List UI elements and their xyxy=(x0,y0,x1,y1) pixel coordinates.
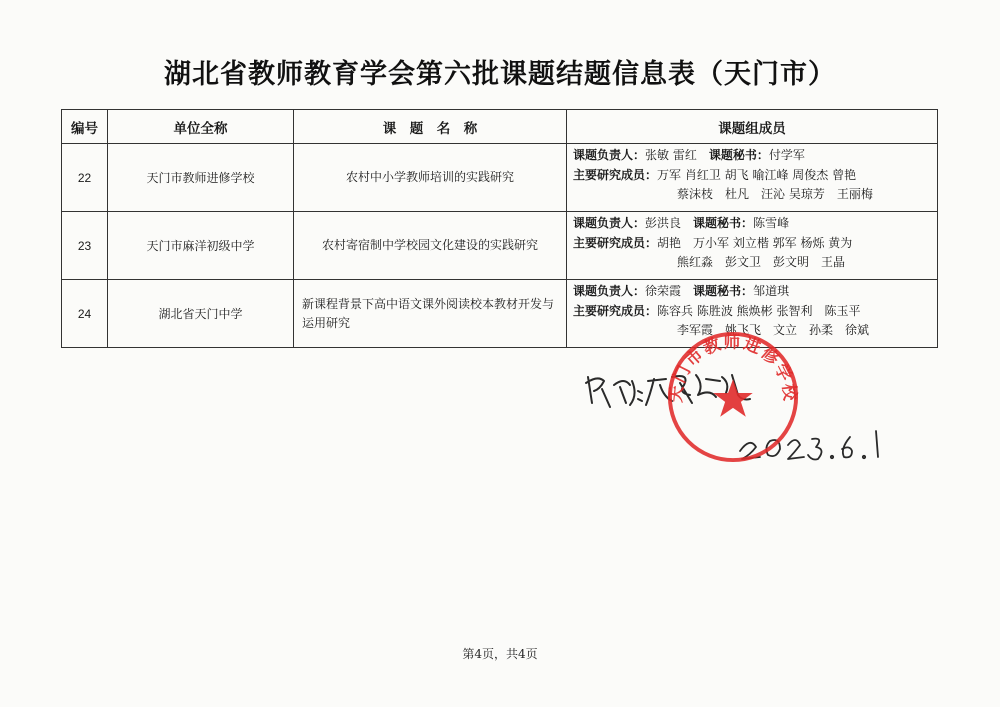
row-number: 22 xyxy=(62,144,108,212)
members-line-cont: 熊红淼 彭文卫 彭文明 王晶 xyxy=(677,255,846,269)
header-unit: 单位全称 xyxy=(108,110,294,144)
table-row xyxy=(62,212,938,280)
members-label: 主要研究成员： xyxy=(573,167,658,182)
members-line-cont: 李军霞 姚飞飞 文立 孙柔 徐斌 xyxy=(677,323,870,337)
table-header-row xyxy=(62,110,938,144)
leader-label: 课题负责人： xyxy=(573,284,646,298)
header-number: 编号 xyxy=(62,110,108,144)
page-footer: 第4页，共4页 xyxy=(462,647,538,661)
members-line xyxy=(573,302,931,322)
row-topic: 农村中小学教师培训的实践研究 xyxy=(294,144,567,212)
leader-names: 张敏 雷红 xyxy=(645,148,697,162)
leader-label: 课题负责人： xyxy=(573,216,646,230)
members-line xyxy=(573,234,931,254)
table-row xyxy=(62,280,938,348)
secretary-name: 付学军 xyxy=(768,148,805,162)
row-unit: 天门市教师进修学校 xyxy=(108,144,294,212)
members-names: 陈容兵 陈胜波 熊焕彬 张智利 陈玉平 xyxy=(657,303,861,318)
secretary-name: 陈雪峰 xyxy=(753,216,790,230)
page-title: 湖北省教师教育学会第六批课题结题信息表（天门市） xyxy=(164,59,836,90)
secretary-label: 课题秘书： xyxy=(708,148,769,162)
members-label: 主要研究成员： xyxy=(573,303,658,318)
leader-line xyxy=(573,146,931,166)
info-table xyxy=(61,109,938,348)
header-topic: 课 题 名 称 xyxy=(294,110,567,144)
leader-names: 徐荣霞 xyxy=(645,284,682,298)
members-line xyxy=(573,166,931,186)
members-names: 胡艳 万小军 刘立楷 郭军 杨烁 黄为 xyxy=(657,235,853,250)
row-topic: 农村寄宿制中学校园文化建设的实践研究 xyxy=(294,212,567,280)
row-unit: 天门市麻洋初级中学 xyxy=(108,212,294,280)
members-label: 主要研究成员： xyxy=(573,235,658,250)
row-number: 23 xyxy=(62,212,108,280)
members-line-cont: 蔡沫枝 杜凡 汪沁 吴琼芳 王丽梅 xyxy=(677,187,873,201)
secretary-label: 课题秘书： xyxy=(693,284,754,298)
leader-line xyxy=(573,214,931,234)
row-members xyxy=(567,144,938,212)
svg-text:天门市教师进修学校: 天门市教师进修学校 xyxy=(665,331,801,404)
leader-label: 课题负责人： xyxy=(573,148,646,162)
official-seal xyxy=(664,328,802,466)
secretary-label: 课题秘书： xyxy=(693,216,754,230)
leader-names: 彭洪良 xyxy=(645,216,682,230)
row-number: 24 xyxy=(62,280,108,348)
row-unit: 湖北省天门中学 xyxy=(108,280,294,348)
row-members xyxy=(567,212,938,280)
leader-line xyxy=(573,282,931,302)
header-members: 课题组成员 xyxy=(567,110,938,144)
members-names: 万军 肖红卫 胡飞 喻江峰 周俊杰 曾艳 xyxy=(657,167,857,182)
row-topic: 新课程背景下高中语文课外阅读校本教材开发与运用研究 xyxy=(294,280,567,348)
secretary-name: 邹道琪 xyxy=(753,284,790,298)
table-row xyxy=(62,144,938,212)
